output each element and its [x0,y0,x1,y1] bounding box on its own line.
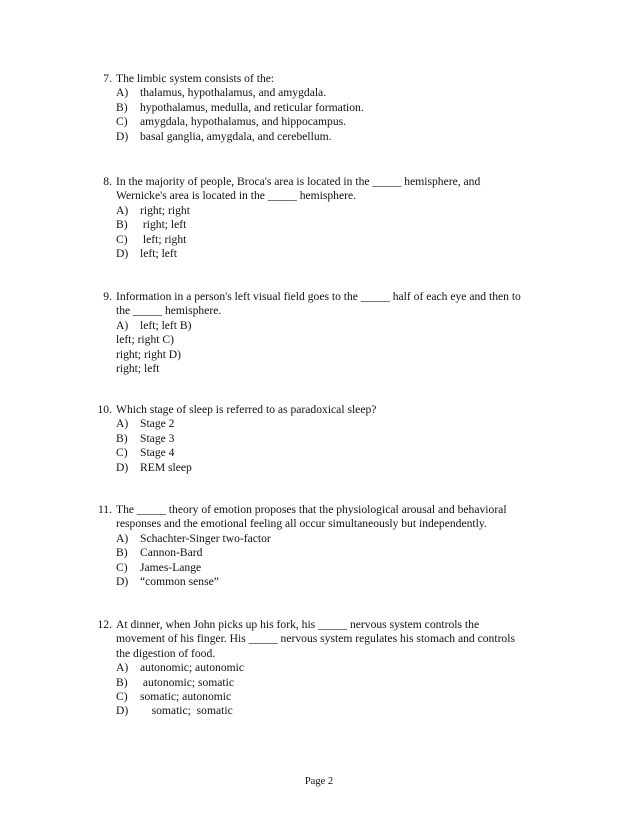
option-letter: C) [116,446,128,460]
option-letter: A) [116,661,129,675]
question-text-line: responses and the emotional feeling all occur simultaneously but independently. [116,517,487,531]
option-letter: B) [116,675,128,689]
option-letter: A) [116,318,129,332]
option-b [116,546,586,560]
option-text: Stage 2 [140,417,175,431]
question-number: 8. [103,175,112,188]
question-text-line: In the majority of people, Broca's area is located in the _____ hemisphere, and [116,175,481,188]
question-body [116,290,586,376]
option-d [116,461,586,475]
option-c [116,690,586,704]
option-text: left; left [140,246,178,260]
question-text-line: Wernicke's area is located in the _____ hemisphere. [116,189,357,203]
option-text: thalamus, hypothalamus, and amygdala. [140,86,327,100]
option-c [116,115,586,129]
option-line [116,362,586,376]
option-letter: C) [116,560,128,574]
option-c [116,446,586,460]
option-text: Schachter-Singer two-factor [140,531,271,545]
option-a [116,86,586,100]
option-text: James-Lange [140,560,202,574]
question-number: 10. [97,403,112,416]
option-letter: A) [116,86,129,100]
option-a [116,417,586,431]
question-text-line: the _____ hemisphere. [116,304,222,318]
question-number: 9. [103,290,112,303]
option-letter: C) [116,689,128,703]
option-text: basal ganglia, amygdala, and cerebellum. [140,129,332,143]
option-text: autonomic; somatic [140,675,235,689]
option-letter: A) [116,531,129,545]
option-c [116,561,586,575]
option-d [116,575,586,589]
option-letter: D) [116,460,129,474]
option-text: “common sense” [140,574,219,588]
question-text-line: The limbic system consists of the: [116,72,275,85]
question-number: 12. [97,618,112,631]
option-a [116,204,586,218]
option-text: right; right D) [116,347,182,361]
page-number-footer: Page 2 [304,776,334,787]
option-text: somatic; autonomic [140,689,232,703]
option-text: right; left [140,218,187,232]
option-letter: D) [116,129,129,143]
option-c [116,233,586,247]
option-text: Stage 4 [140,446,175,460]
option-text: left; right [140,232,187,246]
option-letter: B) [116,431,128,445]
option-d [116,704,586,718]
question-text-line: At dinner, when John picks up his fork, his _____ nervous system controls the [116,618,480,631]
option-line [116,333,586,347]
option-a [116,532,586,546]
option-b [116,432,586,446]
option-letter: B) [116,218,128,232]
option-letter: A) [116,417,129,431]
question-text-line: Information in a person's left visual field goes to the _____ half of each eye and then to [116,290,521,303]
question-number: 7. [103,72,112,85]
question-number: 11. [97,503,112,516]
option-letter: B) [116,546,128,560]
option-text: right; left [116,361,160,375]
option-letter: B) [116,100,128,114]
question-body [116,175,586,261]
option-text: amygdala, hypothalamus, and hippocampus. [140,115,347,129]
question-text-line: movement of his finger. His _____ nervous system regulates his stomach and controls [116,632,515,646]
question-text-line: The _____ theory of emotion proposes that the physiological arousal and behavioral [116,503,507,516]
option-d [116,130,586,144]
question-body [116,72,586,144]
option-text: right; right [140,203,190,217]
option-letter: D) [116,574,129,588]
option-text: Cannon-Bard [140,546,203,560]
option-text: hypothalamus, medulla, and reticular formation. [140,100,364,114]
option-text: somatic; somatic [140,704,233,718]
question-body [116,503,586,589]
option-letter: C) [116,115,128,129]
question-text-line: the digestion of food. [116,646,216,660]
option-letter: D) [116,246,129,260]
option-a [116,319,586,333]
option-text: left; left B) [140,318,192,332]
option-b [116,676,586,690]
option-b [116,218,586,232]
option-line [116,348,586,362]
question-text-line: Which stage of sleep is referred to as paradoxical sleep? [116,403,377,416]
option-letter: C) [116,232,128,246]
option-a [116,661,586,675]
option-d [116,247,586,261]
option-text: left; right C) [116,333,174,347]
option-b [116,101,586,115]
question-body [116,618,586,719]
option-text: autonomic; autonomic [140,661,244,675]
option-letter: D) [116,704,129,718]
option-text: Stage 3 [140,431,175,445]
question-body [116,403,586,475]
option-letter: A) [116,203,129,217]
option-text: REM sleep [140,460,192,474]
